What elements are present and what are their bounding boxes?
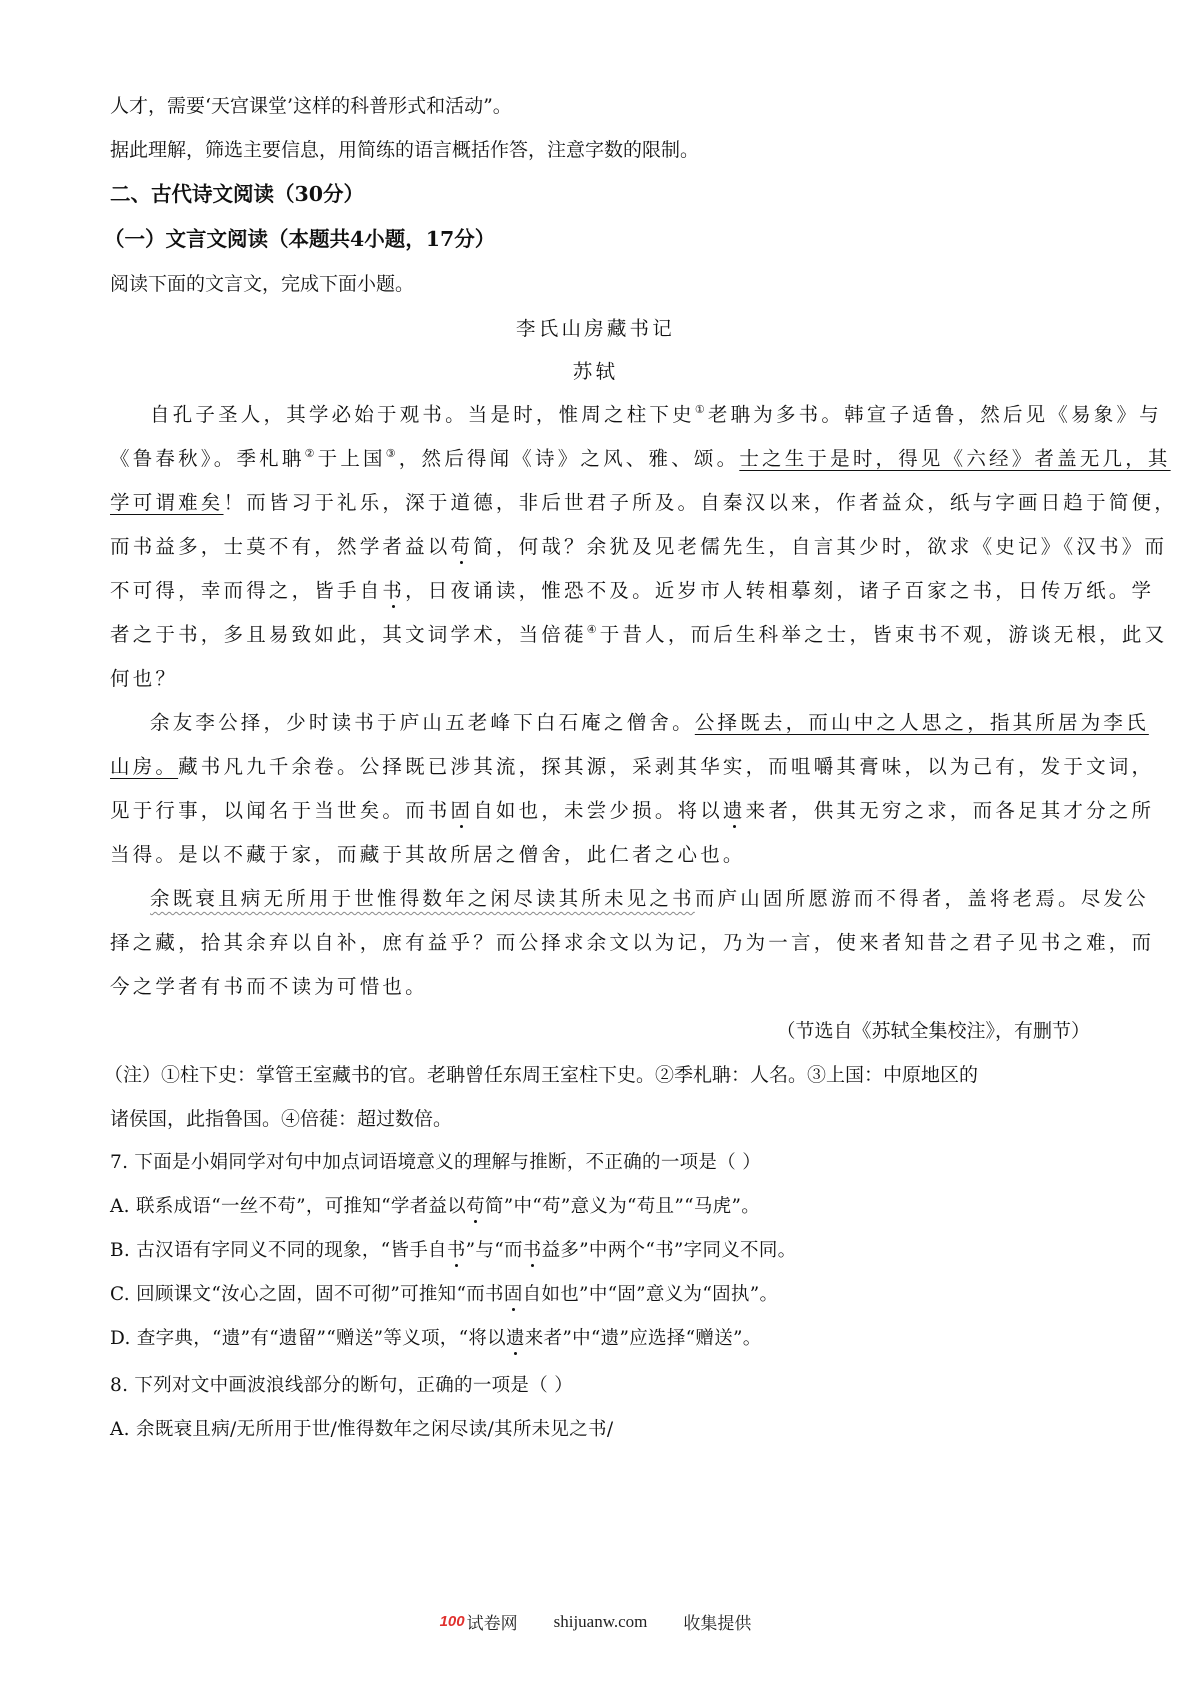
text: 自如也”中“固”意义为“固执”。 bbox=[522, 1284, 779, 1305]
text: ！而皆习于礼乐，深于道德，非后世君子所及。自秦汉以来，作者益众，纸与字画日趋于简便， bbox=[223, 491, 1177, 514]
text: 《鲁春秋》。季札聃 bbox=[110, 447, 305, 470]
text: ，然后得闻《诗》之风、雅、颂。 bbox=[398, 447, 740, 470]
text: D. 查字典，“遗”有“遗留”“赠送”等义项，“将以 bbox=[110, 1328, 506, 1349]
passage-p2-line: 当得。是以不藏于家，而藏于其故所居之僧舍，此仁者之心也。 bbox=[110, 843, 746, 866]
footer-credit: 收集提供 bbox=[683, 1614, 752, 1633]
question-8-option-a: A. 余既衰且病/无所用于世/惟得数年之闲尽读/其所未见之书/ bbox=[110, 1419, 614, 1440]
text: 不可得，幸而得之，皆手自 bbox=[110, 579, 383, 602]
intro-line-1: 人才，需要‘天宫课堂’这样的科普形式和活动”。 bbox=[110, 95, 512, 117]
passage-p1-line bbox=[110, 445, 1171, 473]
passage-p2-line bbox=[110, 797, 1155, 825]
text: ，日夜诵读，惟恐不及。近岁市人转相摹刻，诸子百家之书，日传万纸。学 bbox=[405, 579, 1155, 602]
intro-line-2: 据此理解，筛选主要信息，用简练的语言概括作答，注意字数的限制。 bbox=[110, 139, 700, 161]
question-7-stem: 7. 下面是小娟同学对句中加点词语境意义的理解与推断，不正确的一项是（ ） bbox=[110, 1152, 762, 1173]
section-title: 二、古代诗文阅读（30分） bbox=[110, 182, 365, 206]
text: ”与“而 bbox=[465, 1240, 523, 1261]
passage-author: 苏轼 bbox=[572, 360, 619, 383]
passage-source: （节选自《苏轼全集校注》，有删节） bbox=[776, 1020, 1090, 1042]
dotted-word: 苟 bbox=[466, 1196, 485, 1217]
text: 见于行事，以闻名于当世矣。而书 bbox=[110, 799, 451, 822]
footnote-marker: ① bbox=[694, 403, 708, 416]
passage-p3-line: 择之藏，拾其余弃以自补，庶有益乎？而公择求余文以为记，乃为一言，使来者知昔之君子见书之难，而 bbox=[110, 931, 1155, 954]
dotted-word: 遗 bbox=[505, 1328, 525, 1349]
passage-p3-line bbox=[110, 885, 1149, 913]
underlined-sentence: 山房。 bbox=[110, 755, 179, 778]
passage-p1-line bbox=[110, 621, 1168, 649]
question-7-option-d bbox=[110, 1325, 1090, 1353]
subsection-title: （一）文言文阅读（本题共4小题，17分） bbox=[104, 227, 496, 251]
site-domain-link[interactable]: shijuanw.com bbox=[553, 1611, 648, 1631]
text: 于昔人，而后生科举之士，皆束书不观，游谈无根，此又 bbox=[599, 623, 1168, 646]
text: 而庐山固所愿游而不得者，盖将老焉。尽发公 bbox=[694, 887, 1149, 910]
notes-line: 诸侯国，此指鲁国。④倍蓰：超过数倍。 bbox=[110, 1108, 453, 1130]
site-logo-icon: 100 bbox=[439, 1613, 465, 1630]
question-7-option-c bbox=[110, 1281, 1090, 1309]
dotted-word: 遗 bbox=[722, 799, 746, 822]
reading-instruction: 阅读下面的文言文，完成下面小题。 bbox=[110, 273, 415, 295]
footnote-marker: ② bbox=[304, 447, 318, 460]
question-7-option-a bbox=[110, 1193, 1090, 1221]
underlined-sentence: 公择既去，而山中之人思之，指其所居为李氏 bbox=[694, 711, 1149, 734]
dotted-word: 书 bbox=[446, 1240, 466, 1261]
passage-p1-line bbox=[110, 401, 1162, 429]
passage-p1-line bbox=[110, 489, 1177, 517]
text: 余友李公择，少时读书于庐山五老峰下白石庵之僧舍。 bbox=[150, 711, 695, 734]
page-footer bbox=[0, 1609, 1191, 1634]
text: 自如也，未尝少损。将以 bbox=[473, 799, 723, 822]
dotted-word: 苟 bbox=[450, 535, 474, 558]
text: 者之于书，多且易致如此，其文词学术，当倍蓰 bbox=[110, 623, 587, 646]
text: 益多”中两个“书”字同义不同。 bbox=[541, 1240, 797, 1261]
text: B. 古汉语有字同义不同的现象，“皆手自 bbox=[110, 1240, 447, 1261]
passage-p2-line bbox=[110, 753, 1155, 781]
text: C. 回顾课文“汝心之固，固不可彻”可推知“而书 bbox=[110, 1284, 504, 1305]
dotted-word: 固 bbox=[503, 1284, 523, 1305]
passage-p1-line: 何也？ bbox=[110, 667, 179, 690]
passage-p3-line: 今之学者有书而不读为可惜也。 bbox=[110, 975, 428, 998]
text: 来者”中“遗”应选择“赠送”。 bbox=[524, 1328, 762, 1349]
site-name: 试卷网 bbox=[466, 1614, 518, 1633]
passage-p1-line bbox=[110, 533, 1168, 561]
dotted-word: 固 bbox=[450, 799, 474, 822]
passage-p2-line bbox=[110, 709, 1149, 737]
notes-line: （注）①柱下史：掌管王室藏书的官。老聃曾任东周王室柱下史。②季札聃：人名。③上国：中原地区的 bbox=[104, 1064, 979, 1086]
passage-p1-line bbox=[110, 577, 1155, 605]
text: 自孔子圣人，其学必始于观书。当是时，惟周之柱下史 bbox=[150, 403, 695, 426]
text: A. 联系成语“一丝不苟”，可推知“学者益以 bbox=[110, 1196, 467, 1217]
wavy-underlined-sentence: 余既衰且病无所用于世惟得数年之闲尽读其所未见之书 bbox=[150, 887, 695, 910]
dotted-word: 书 bbox=[522, 1240, 542, 1261]
question-7-option-b bbox=[110, 1237, 1090, 1265]
underlined-sentence: 学可谓难矣 bbox=[110, 491, 224, 514]
text: 于上国 bbox=[317, 447, 386, 470]
text: 老聃为多书。韩宣子适鲁，然后见《易象》与 bbox=[707, 403, 1162, 426]
text: 藏书凡九千余卷。公择既已涉其流，探其源，采剥其华实，而咀嚼其膏味，以为己有，发于文词， bbox=[178, 755, 1155, 778]
question-8-stem: 8. 下列对文中画波浪线部分的断句，正确的一项是（ ） bbox=[110, 1375, 574, 1396]
footnote-marker: ③ bbox=[385, 447, 399, 460]
text: 简”中“苟”意义为“苟且”“马虎”。 bbox=[484, 1196, 761, 1217]
text: 而书益多，士莫不有，然学者益以 bbox=[110, 535, 451, 558]
dotted-word: 书 bbox=[382, 579, 406, 602]
footnote-marker: ④ bbox=[586, 623, 600, 636]
passage-title: 李氏山房藏书记 bbox=[516, 317, 675, 340]
underlined-sentence: 士之生于是时，得见《六经》者盖无几，其 bbox=[739, 447, 1171, 470]
text: 简，何哉？余犹及见老儒先生，自言其少时，欲求《史记》《汉书》而 bbox=[473, 535, 1168, 558]
text: 来者，供其无穷之求，而各足其才分之所 bbox=[745, 799, 1155, 822]
